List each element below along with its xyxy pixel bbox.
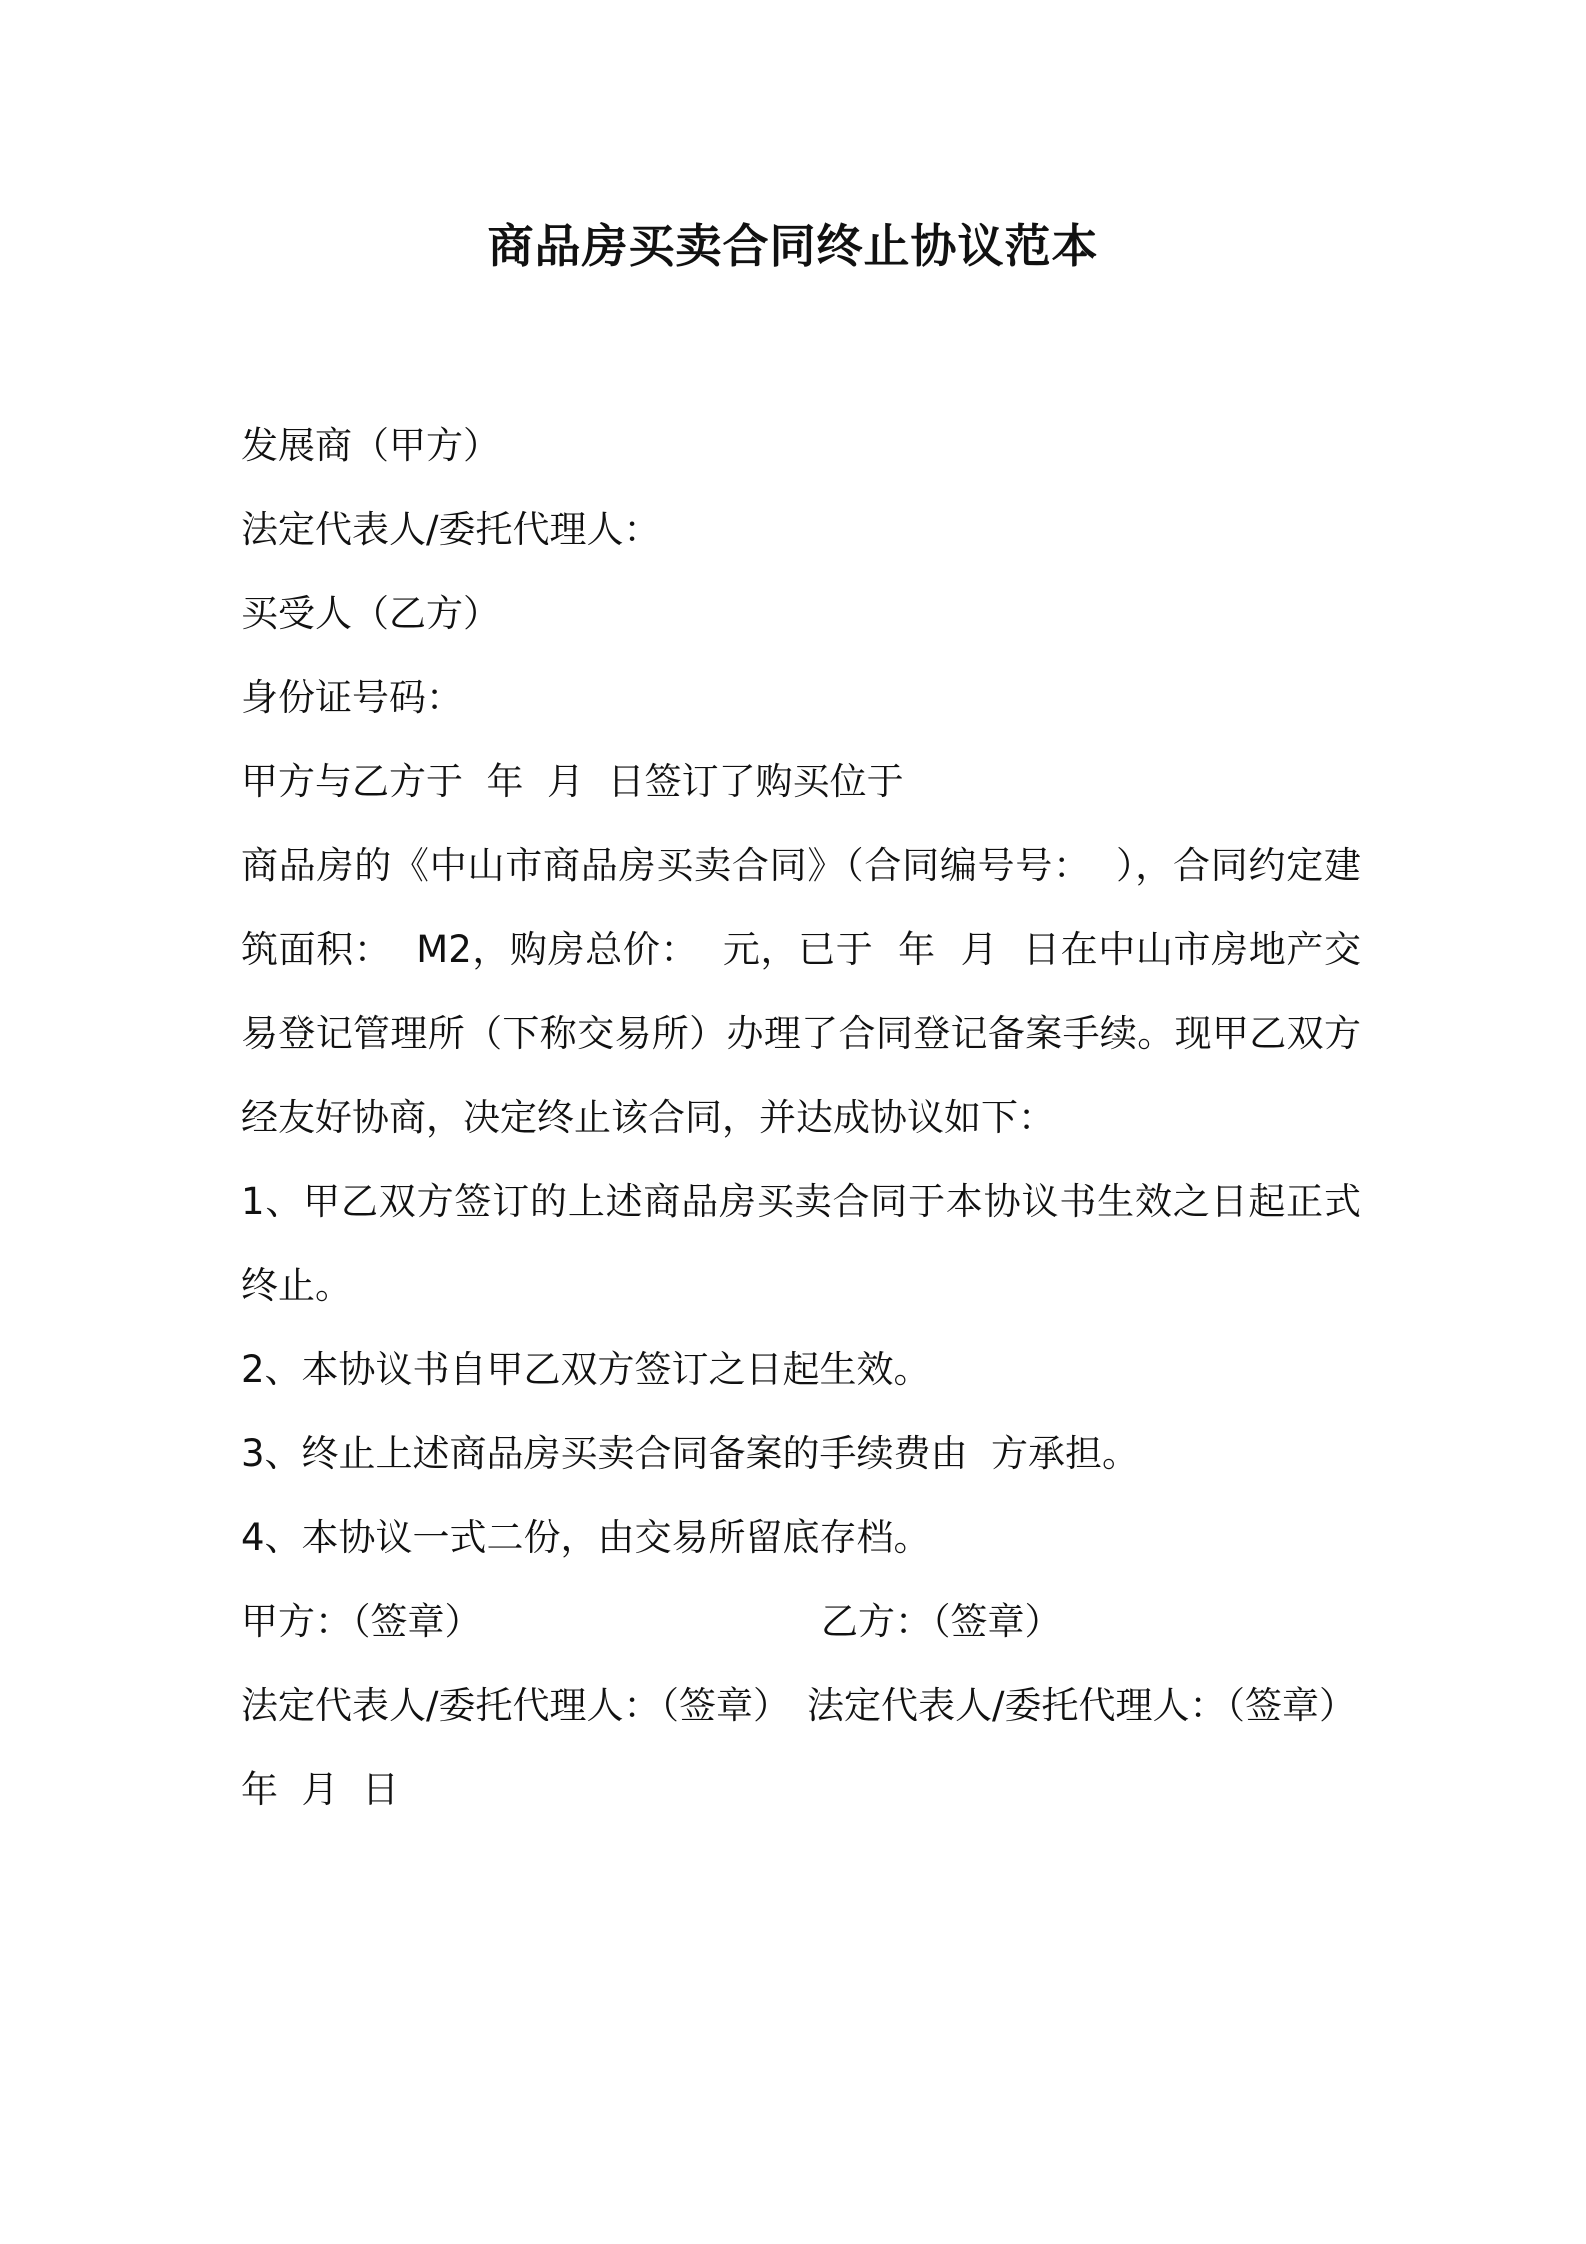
document-body — [241, 404, 1361, 1832]
intro-paragraph: 商品房的《中山市商品房买卖合同》（合同编号号： ），合同约定建筑面积： M2，购房总价： 元，已于 年 月 日在中山市房地产交易登记管理所（下称交易所）办理了合同登记备案手续。现甲乙双方经友好协商，决定终止该合同，并达成协议如下： — [241, 844, 1361, 1139]
party-b-id-number: 身份证号码： — [241, 676, 463, 719]
party-b-signature: 乙方：（签章） — [821, 1600, 1062, 1643]
clause-3: 3、终止上述商品房买卖合同备案的手续费由 方承担。 — [241, 1432, 1140, 1475]
intro-line: 甲方与乙方于 年 月 日签订了购买位于 — [241, 760, 904, 803]
signature-row-parties — [241, 1580, 1361, 1664]
clause-1: 1、甲乙双方签订的上述商品房买卖合同于本协议书生效之日起正式终止。 — [241, 1180, 1361, 1307]
party-b-buyer: 买受人（乙方） — [241, 592, 500, 635]
clause-2: 2、本协议书自甲乙双方签订之日起生效。 — [241, 1348, 931, 1391]
document-title: 商品房买卖合同终止协议范本 — [487, 219, 1099, 273]
signature-date: 年 月 日 — [241, 1768, 400, 1811]
clause-4: 4、本协议一式二份，由交易所留底存档。 — [241, 1516, 931, 1559]
party-b-rep-signature: 法定代表人/委托代理人：（签章） — [807, 1684, 1356, 1727]
party-a-developer: 发展商（甲方） — [241, 424, 500, 467]
signature-row-representatives — [241, 1664, 1361, 1748]
party-a-rep-signature: 法定代表人/委托代理人：（签章） — [241, 1684, 790, 1727]
party-a-representative: 法定代表人/委托代理人： — [241, 508, 661, 551]
party-a-signature: 甲方：（签章） — [241, 1600, 482, 1643]
